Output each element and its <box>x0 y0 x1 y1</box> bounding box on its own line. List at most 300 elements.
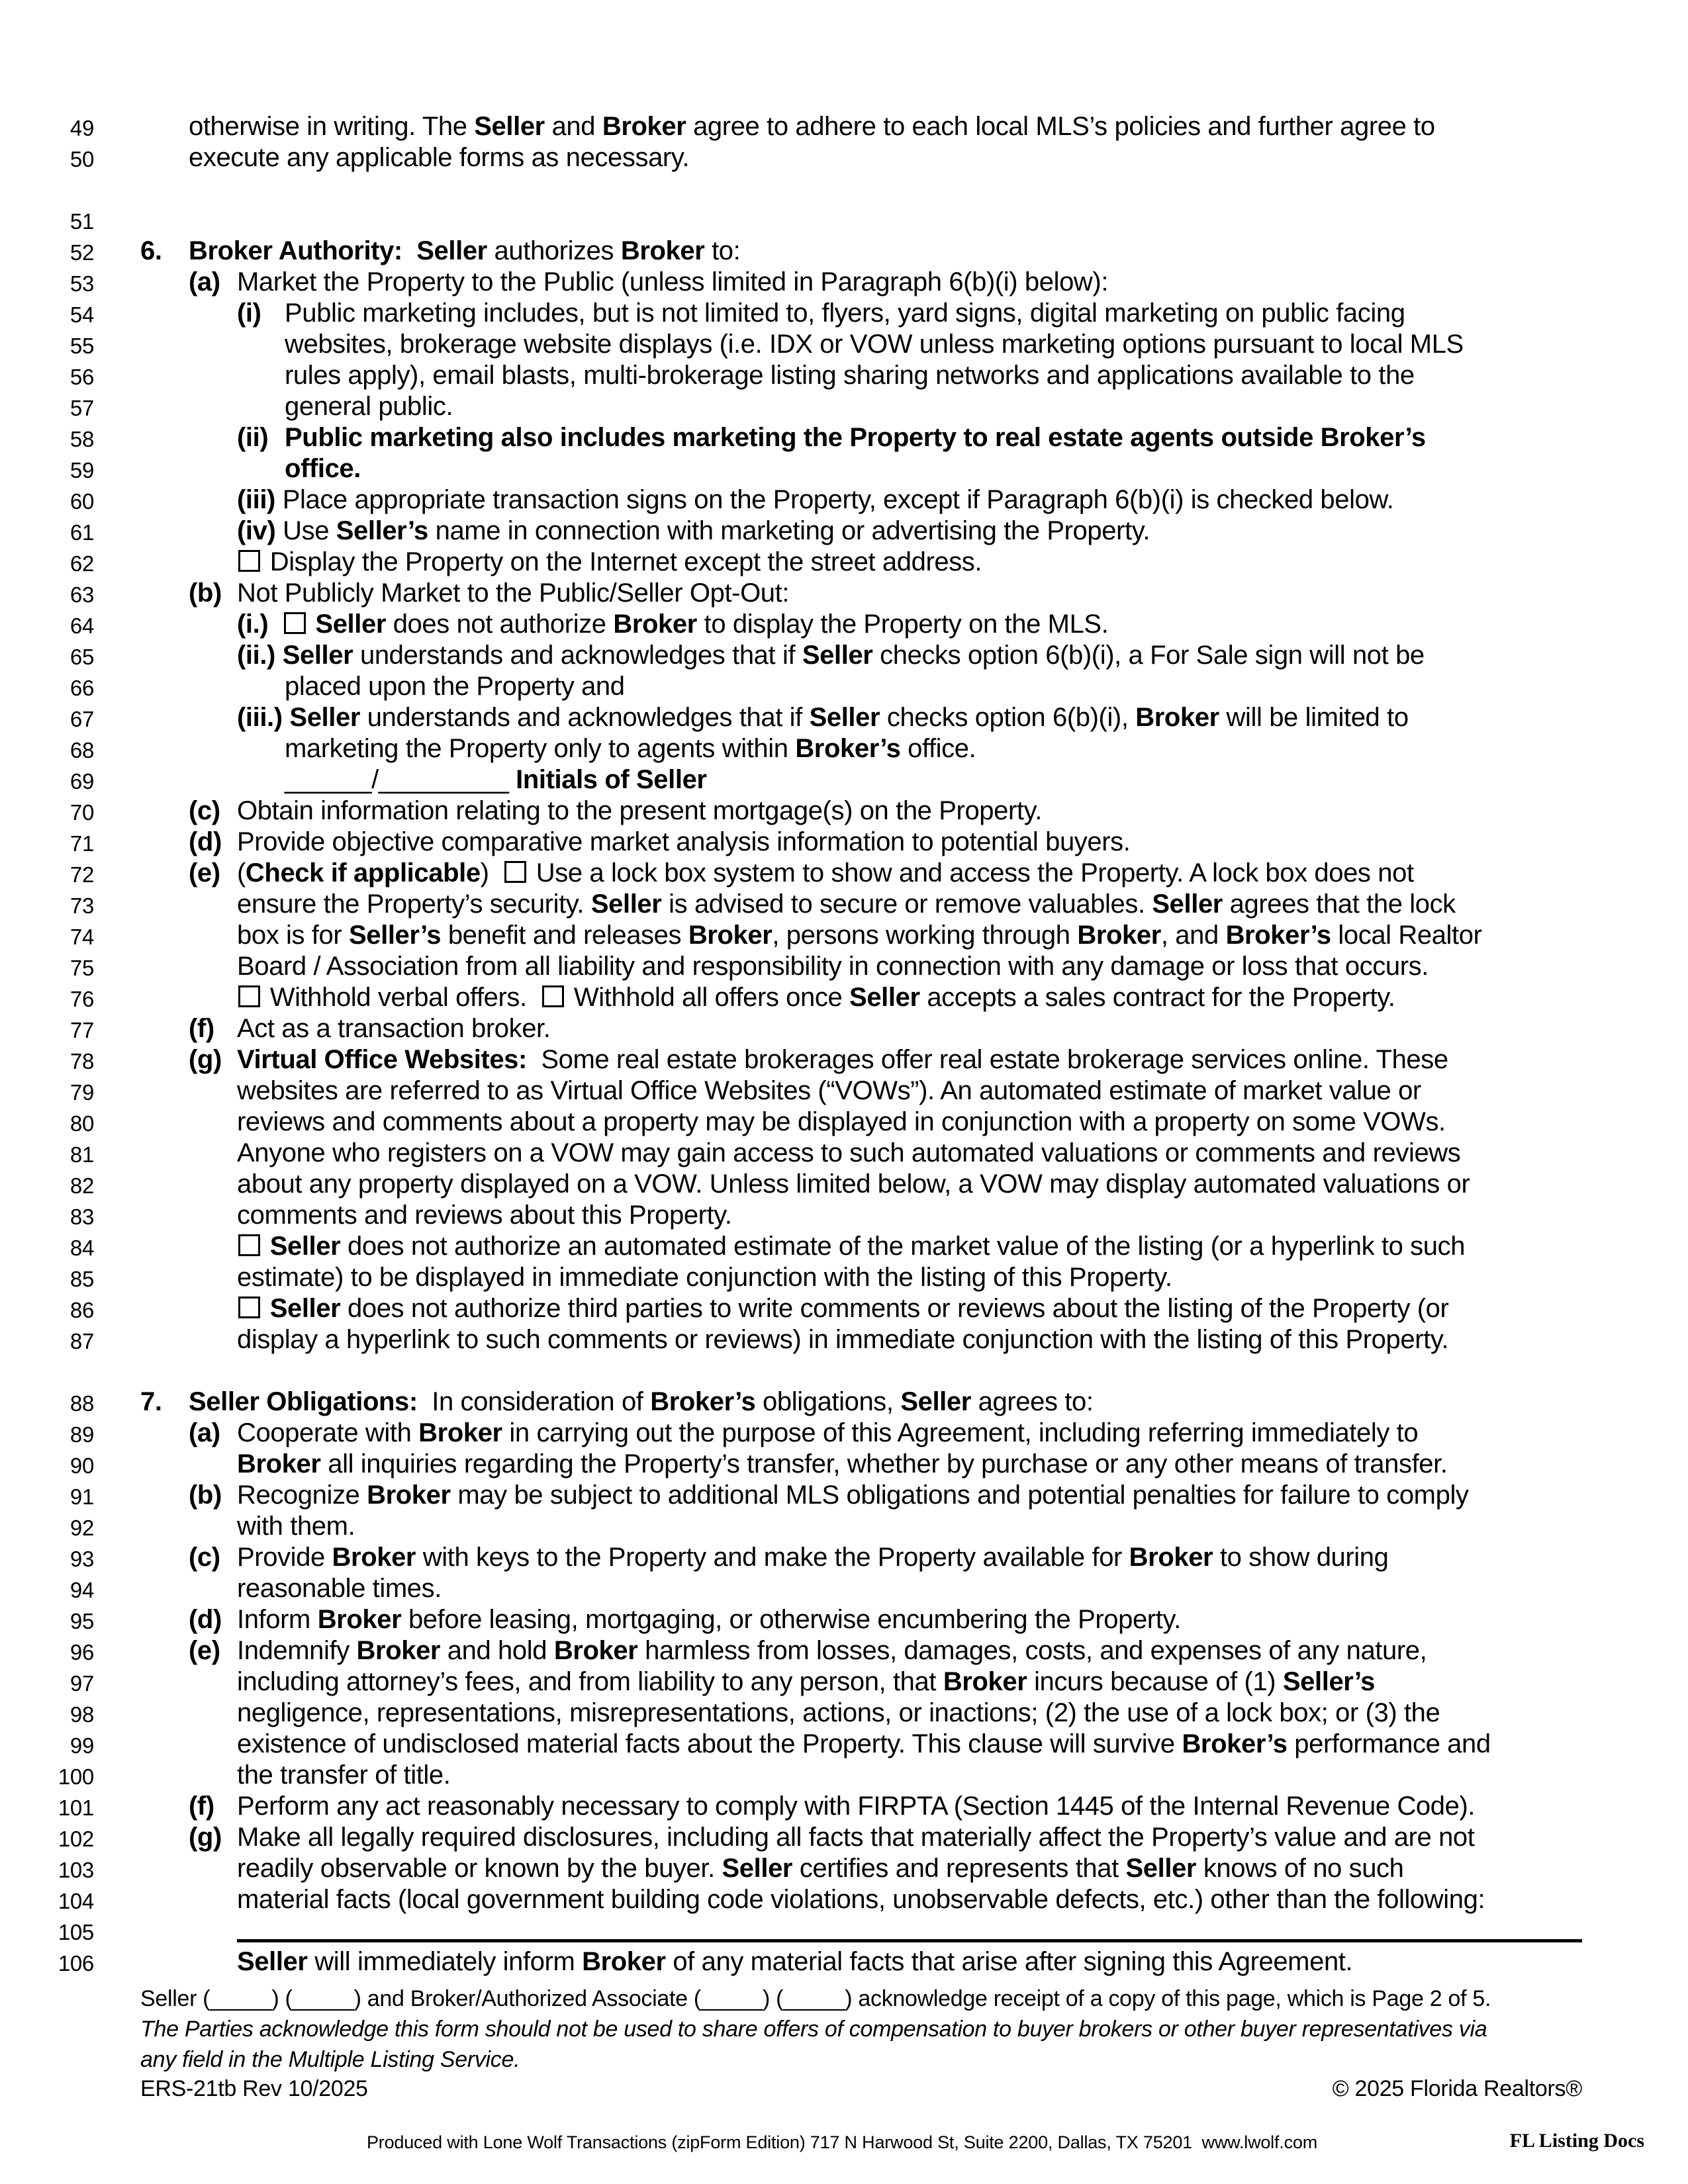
text-part <box>237 1200 732 1231</box>
text-run: ) acknowledge receipt of a copy of this page, which is Page 2 of 5. <box>845 1986 1491 2011</box>
text-part <box>189 1635 220 1666</box>
text-part <box>237 1262 1172 1293</box>
line-number: 91 <box>70 1484 94 1509</box>
text-run: 6. <box>140 236 162 265</box>
checkbox[interactable] <box>542 985 564 1007</box>
form-line-97 <box>0 1666 1688 1698</box>
text-run: Broker’s <box>1182 1729 1288 1758</box>
line-number: 95 <box>70 1609 94 1633</box>
form-line-62 <box>0 547 1688 578</box>
line-number: 59 <box>70 458 94 482</box>
text-part <box>237 1635 1427 1666</box>
line-number: 67 <box>70 707 94 731</box>
line-number: 70 <box>70 800 94 825</box>
text-run: Broker <box>367 1480 451 1510</box>
form-line-90 <box>0 1449 1688 1480</box>
form-line-89 <box>0 1418 1688 1449</box>
text-run: Broker <box>332 1543 416 1572</box>
mls-disclaimer-line2: any field in the Multiple Listing Service. <box>140 2047 520 2072</box>
text-run: and <box>544 112 602 141</box>
text-part <box>189 827 222 858</box>
line-number: 88 <box>70 1391 94 1416</box>
text-run: general public. <box>285 392 453 421</box>
text-run: execute any applicable forms as necessary. <box>189 143 690 172</box>
form-line-58 <box>0 422 1688 453</box>
text-run: Seller <box>802 641 873 670</box>
line-number: 56 <box>70 365 94 389</box>
text-run: understands and acknowledges that if <box>353 641 802 670</box>
text-run: Not Publicly Market to the Public/Seller Opt-Out: <box>237 578 790 608</box>
production-credit: Produced with Lone Wolf Transactions (zipForm Edition) 717 N Harwood St, Suite 2200, Dallas, TX 75201 www.lwolf.com <box>367 2132 1317 2152</box>
text-run: authorizes <box>487 236 621 265</box>
line-number: 86 <box>70 1298 94 1322</box>
form-line-53 <box>0 267 1688 298</box>
text-run: (d) <box>189 1605 222 1634</box>
line-number: 98 <box>70 1702 94 1727</box>
form-line-101 <box>0 1791 1688 1822</box>
text-part <box>237 796 1042 827</box>
form-line-61 <box>0 516 1688 547</box>
seller-ack-initials-2[interactable]: _____ <box>292 1986 354 2011</box>
form-line-86 <box>0 1293 1688 1324</box>
form-line-57 <box>0 391 1688 422</box>
text-run: Broker <box>943 1667 1027 1696</box>
form-line-103 <box>0 1853 1688 1884</box>
form-line-64 <box>0 609 1688 640</box>
text-run: Broker <box>553 1636 638 1665</box>
seller-ack-initials-1[interactable]: _____ <box>210 1986 272 2011</box>
form-line-74 <box>0 920 1688 951</box>
text-run: benefit and releases <box>441 921 688 950</box>
text-run: (iii) <box>237 485 283 514</box>
text-part <box>237 702 1409 733</box>
line-number: 68 <box>70 738 94 762</box>
line-number: 96 <box>70 1640 94 1664</box>
text-part <box>189 796 220 827</box>
text-run: (i) <box>237 298 261 328</box>
text-part <box>237 1542 1389 1573</box>
text-run: (b) <box>189 1480 222 1510</box>
text-part <box>237 1822 1474 1853</box>
line-number: 54 <box>70 302 94 327</box>
text-run: Broker <box>688 921 773 950</box>
text-part <box>237 951 1429 982</box>
text-run: certifies and represents that <box>792 1854 1126 1883</box>
text-run: performance and <box>1287 1729 1491 1758</box>
line-number: 63 <box>70 582 94 607</box>
text-run: Provide objective comparative market analysis information to potential buyers. <box>237 827 1131 856</box>
line-number: 97 <box>70 1671 94 1696</box>
text-part <box>237 1511 355 1542</box>
text-run: Board / Association from all liability and responsibility in connection with any damage or loss that occurs. <box>237 952 1429 981</box>
text-run: Some real estate brokerages offer real estate brokerage services online. These <box>526 1045 1448 1074</box>
form-line-94 <box>0 1573 1688 1604</box>
form-line-49 <box>0 111 1688 142</box>
text-part <box>189 1791 214 1822</box>
text-run: Public marketing includes, but is not limited to, flyers, yard signs, digital marketing on public facing <box>285 298 1405 328</box>
text-part <box>237 516 1150 547</box>
text-run: , and <box>1160 921 1226 950</box>
text-part <box>189 578 222 609</box>
line-number: 101 <box>58 1796 94 1820</box>
line-number: 80 <box>70 1111 94 1136</box>
checkbox[interactable] <box>284 612 306 634</box>
text-run: Seller’s <box>1282 1667 1376 1696</box>
form-line-72 <box>0 858 1688 889</box>
form-line-55 <box>0 329 1688 360</box>
form-line-88 <box>0 1387 1688 1418</box>
line-number: 103 <box>58 1858 94 1882</box>
text-part <box>237 858 1414 889</box>
text-run: (f) <box>189 1792 214 1821</box>
form-line-65 <box>0 640 1688 671</box>
mls-disclaimer-line1: The Parties acknowledge this form should not be used to share offers of compensation to buyer brokers or other buyer representatives via <box>140 2017 1487 2042</box>
text-part <box>285 360 1415 391</box>
form-line-104 <box>0 1884 1688 1915</box>
text-run: Virtual Office Websites: <box>237 1045 527 1074</box>
line-number: 74 <box>70 925 94 949</box>
text-run: will immediately inform <box>307 1947 583 1976</box>
form-line-59 <box>0 453 1688 484</box>
line-number: 76 <box>70 987 94 1011</box>
line-number: 106 <box>58 1951 94 1976</box>
line-number: 90 <box>70 1453 94 1478</box>
text-run: ) and Broker/Authorized Associate ( <box>353 1986 701 2011</box>
text-run: Broker <box>602 112 686 141</box>
text-part <box>237 889 1456 920</box>
text-run: knows of no such <box>1196 1854 1404 1883</box>
fill-in-rule[interactable] <box>237 1939 1582 1942</box>
text-run: office. <box>285 454 361 483</box>
text-run: (ii.) <box>237 641 283 670</box>
text-run: Broker’s <box>795 734 901 763</box>
form-line-54 <box>0 298 1688 329</box>
form-line-102 <box>0 1822 1688 1853</box>
text-run: (a) <box>189 267 220 296</box>
text-run: ( <box>237 858 246 887</box>
text-run: Market the Property to the Public (unless limited in Paragraph 6(b)(i) below): <box>237 267 1109 296</box>
text-run: the transfer of title. <box>237 1760 451 1790</box>
text-run: agrees to: <box>970 1387 1094 1416</box>
form-line-60 <box>0 484 1688 516</box>
text-run: placed upon the Property and <box>285 672 625 701</box>
text-part <box>189 267 220 298</box>
form-line-105 <box>0 1915 1688 1946</box>
text-run: (a) <box>189 1418 220 1447</box>
form-line-70 <box>0 796 1688 827</box>
text-run: (b) <box>189 578 222 608</box>
checkbox[interactable] <box>238 985 260 1007</box>
line-number: 82 <box>70 1173 94 1198</box>
form-line-93 <box>0 1542 1688 1573</box>
text-part <box>237 1698 1440 1729</box>
text-run: may be subject to additional MLS obligations and potential penalties for failure to comply <box>450 1480 1469 1510</box>
text-run: otherwise in writing. The <box>189 112 475 141</box>
text-run: all inquiries regarding the Property’s transfer, whether by purchase or any other means of transfer. <box>320 1449 1448 1479</box>
text-part <box>189 1604 222 1635</box>
text-part <box>237 1791 1475 1822</box>
text-run: understands and acknowledges that if <box>360 703 810 732</box>
line-number: 73 <box>70 893 94 918</box>
text-part <box>237 920 1482 951</box>
text-run: material facts (local government building code violations, unobservable defects, etc.) other than the following: <box>237 1885 1485 1914</box>
seller-initials-blank-2[interactable]: _________ <box>378 765 509 794</box>
text-part <box>189 111 1435 142</box>
form-line-66 <box>0 671 1688 702</box>
text-run: Broker <box>613 610 697 639</box>
broker-ack-initials-2[interactable]: _____ <box>783 1986 845 2011</box>
line-number: 77 <box>70 1018 94 1042</box>
text-part <box>285 733 976 764</box>
line-number: 64 <box>70 614 94 638</box>
text-run <box>263 1232 270 1261</box>
text-run: to display the Property on the MLS. <box>696 610 1109 639</box>
line-number: 93 <box>70 1547 94 1571</box>
line-number: 89 <box>70 1422 94 1447</box>
text-part <box>237 1604 1181 1635</box>
text-run: Seller Obligations: <box>189 1387 418 1416</box>
form-line-77 <box>0 1013 1688 1044</box>
text-part <box>237 422 268 453</box>
text-run: Seller <box>315 610 386 639</box>
text-run: of any material facts that arise after signing this Agreement. <box>665 1947 1353 1976</box>
line-number: 72 <box>70 862 94 887</box>
text-run: Display the Property on the Internet except the street address. <box>263 547 982 576</box>
form-code: ERS-21tb Rev 10/2025 <box>140 2076 368 2101</box>
text-part <box>189 1044 222 1075</box>
text-part <box>237 1138 1460 1169</box>
line-number: 81 <box>70 1142 94 1167</box>
text-run: Seller ( <box>140 1986 211 2011</box>
text-part <box>189 1387 1094 1418</box>
text-run: to show during <box>1213 1543 1389 1572</box>
checkbox[interactable] <box>238 1234 260 1256</box>
text-run: and hold <box>440 1636 554 1665</box>
form-line-78 <box>0 1044 1688 1075</box>
form-line-56 <box>0 360 1688 391</box>
text-run: incurs because of (1) <box>1027 1667 1283 1696</box>
text-run: reviews and comments about a property may be displayed in conjunction with a property on some VOWs. <box>237 1107 1446 1136</box>
text-part <box>189 236 740 267</box>
text-run: Recognize <box>237 1480 367 1510</box>
text-run <box>263 1294 270 1323</box>
text-run: comments and reviews about this Property. <box>237 1201 732 1230</box>
text-part <box>237 1853 1404 1884</box>
text-run: Broker <box>418 1418 502 1447</box>
text-run: office. <box>900 734 976 763</box>
text-run: Broker <box>1077 921 1161 950</box>
text-run <box>308 610 316 639</box>
text-part <box>189 1822 222 1853</box>
text-run: Broker <box>237 1449 321 1479</box>
text-part <box>189 1480 222 1511</box>
text-run: ensure the Property’s security. <box>237 889 591 919</box>
line-number: 78 <box>70 1049 94 1073</box>
checkbox[interactable] <box>238 1297 260 1318</box>
line-number: 51 <box>70 209 94 234</box>
text-part <box>237 1449 1448 1480</box>
text-run: Seller <box>269 1232 341 1261</box>
text-part <box>237 1884 1485 1915</box>
text-run: with them. <box>237 1512 355 1541</box>
text-part <box>189 1418 220 1449</box>
text-part <box>285 764 707 796</box>
form-line-82 <box>0 1169 1688 1200</box>
form-line-95 <box>0 1604 1688 1635</box>
text-run: (d) <box>189 827 222 856</box>
text-run: (c) <box>189 796 220 825</box>
form-line-63 <box>0 578 1688 609</box>
text-run: Seller <box>849 983 920 1012</box>
text-part <box>189 142 689 173</box>
form-line-87 <box>0 1324 1688 1355</box>
form-line-79 <box>0 1075 1688 1107</box>
text-part <box>189 1542 220 1573</box>
form-line-68 <box>0 733 1688 764</box>
line-number: 57 <box>70 396 94 420</box>
text-part <box>237 1075 1421 1107</box>
line-number: 102 <box>58 1827 94 1851</box>
line-number: 50 <box>70 147 94 171</box>
text-run: Make all legally required disclosures, including all facts that materially affect the Property’s value and are not <box>237 1823 1475 1852</box>
text-run: rules apply), email blasts, multi-brokerage listing sharing networks and applications available to the <box>285 361 1415 390</box>
seller-initials-blank-1[interactable]: ______ <box>285 765 372 794</box>
text-run: Provide <box>237 1543 332 1572</box>
text-run: Broker’s <box>1225 921 1331 950</box>
text-run: Initials of Seller <box>516 765 707 794</box>
text-run: Seller <box>269 1294 341 1323</box>
text-part <box>285 329 1464 360</box>
text-run: Anyone who registers on a VOW may gain access to such automated valuations or comments and reviews <box>237 1138 1461 1167</box>
text-run: Check if applicable <box>245 858 481 887</box>
text-run: Use <box>283 516 336 545</box>
line-number: 61 <box>70 520 94 545</box>
text-part <box>237 267 1108 298</box>
text-run: Seller <box>237 1947 308 1976</box>
text-part <box>189 1013 214 1044</box>
form-line-99 <box>0 1729 1688 1760</box>
form-line-84 <box>0 1231 1688 1262</box>
form-line-73 <box>0 889 1688 920</box>
text-part <box>237 1760 450 1791</box>
text-part <box>285 298 1405 329</box>
form-line-92 <box>0 1511 1688 1542</box>
text-part <box>237 1666 1375 1698</box>
copyright-notice: © 2025 Florida Realtors® <box>1332 2076 1582 2101</box>
text-run: In consideration of <box>417 1387 651 1416</box>
text-run: (f) <box>189 1014 214 1043</box>
text-run: agree to adhere to each local MLS’s policies and further agree to <box>686 112 1435 141</box>
line-number: 94 <box>70 1578 94 1602</box>
form-line-98 <box>0 1698 1688 1729</box>
text-part <box>285 671 625 702</box>
text-run: Broker’s <box>650 1387 756 1416</box>
text-run: negligence, representations, misrepresentations, actions, or inactions; (2) the use of a lock box; or (3) the <box>237 1698 1440 1727</box>
form-line-85 <box>0 1262 1688 1293</box>
text-run: ) ( <box>762 1986 784 2011</box>
form-line-81 <box>0 1138 1688 1169</box>
text-part <box>237 1418 1418 1449</box>
text-part <box>285 453 361 484</box>
form-line-50 <box>0 142 1688 173</box>
text-run: local Realtor <box>1331 921 1482 950</box>
text-part <box>285 391 453 422</box>
text-run: before leasing, mortgaging, or otherwise encumbering the Property. <box>401 1605 1181 1634</box>
text-run: Inform <box>237 1605 318 1634</box>
text-part <box>237 298 261 329</box>
line-number: 55 <box>70 334 94 358</box>
text-run: Indemnify <box>237 1636 357 1665</box>
text-run: Seller <box>722 1854 793 1883</box>
text-run <box>508 765 516 794</box>
form-line-96 <box>0 1635 1688 1666</box>
text-run: Use a lock box system to show and access the Property. A lock box does not <box>529 858 1414 887</box>
line-number: 75 <box>70 956 94 980</box>
text-run: harmless from losses, damages, costs, and expenses of any nature, <box>637 1636 1427 1665</box>
text-run: estimate) to be displayed in immediate conjunction with the listing of this Property. <box>237 1263 1172 1292</box>
text-part <box>237 1044 1448 1075</box>
text-run: Broker <box>1129 1543 1213 1572</box>
line-number: 69 <box>70 769 94 794</box>
text-run: ) ( <box>271 1986 293 2011</box>
text-part <box>237 1169 1470 1200</box>
text-run: marketing the Property only to agents within <box>285 734 796 763</box>
text-run: does not authorize third parties to write comments or reviews about the listing of the Property (or <box>340 1294 1449 1323</box>
text-run: websites, brokerage website displays (i.e. IDX or VOW unless marketing options pursuant to local MLS <box>285 330 1464 359</box>
text-run: Perform any act reasonably necessary to comply with FIRPTA (Section 1445 of the Internal Revenue Code). <box>237 1792 1476 1821</box>
text-run: Seller <box>809 703 880 732</box>
text-run: Seller’s <box>349 921 442 950</box>
text-run: in carrying out the purpose of this Agreement, including referring immediately to <box>502 1418 1419 1447</box>
text-run: Broker <box>356 1636 441 1665</box>
text-run: name in connection with marketing or advertising the Property. <box>428 516 1150 545</box>
text-part <box>237 1729 1491 1760</box>
text-run: Seller <box>590 889 662 919</box>
text-run: to: <box>704 236 741 265</box>
text-part <box>237 1293 1448 1324</box>
text-run: (g) <box>189 1823 222 1852</box>
line-number: 71 <box>70 831 94 856</box>
text-run: ) <box>480 858 504 887</box>
text-part <box>237 640 1425 671</box>
text-part <box>237 609 1108 640</box>
text-run: Cooperate with <box>237 1418 419 1447</box>
text-part <box>140 1387 162 1418</box>
line-number: 105 <box>58 1920 94 1944</box>
text-run: about any property displayed on a VOW. Unless limited below, a VOW may display automated valuations or <box>237 1169 1470 1199</box>
text-run: does not authorize an automated estimate of the market value of the listing (or a hyperlink to such <box>340 1232 1466 1261</box>
line-number: 92 <box>70 1516 94 1540</box>
line-number: 99 <box>70 1733 94 1758</box>
line-number: 85 <box>70 1267 94 1291</box>
text-run: Place appropriate transaction signs on the Property, except if Paragraph 6(b)(i) is checked below. <box>282 485 1394 514</box>
line-number: 53 <box>70 271 94 296</box>
text-run: (c) <box>189 1543 220 1572</box>
form-line-106 <box>0 1946 1688 1978</box>
text-part <box>285 422 1426 453</box>
text-run: Broker <box>317 1605 402 1634</box>
text-run: agrees that the lock <box>1222 889 1456 919</box>
broker-ack-initials-1[interactable]: _____ <box>700 1986 763 2011</box>
text-run: existence of undisclosed material facts about the Property. This clause will survive <box>237 1729 1182 1758</box>
line-number: 79 <box>70 1080 94 1105</box>
checkbox[interactable] <box>504 861 526 883</box>
text-part <box>237 1573 442 1604</box>
text-run: accepts a sales contract for the Property. <box>919 983 1395 1012</box>
line-number: 49 <box>70 116 94 140</box>
acknowledgment-line <box>140 1985 1491 2013</box>
checkbox[interactable] <box>238 550 260 572</box>
